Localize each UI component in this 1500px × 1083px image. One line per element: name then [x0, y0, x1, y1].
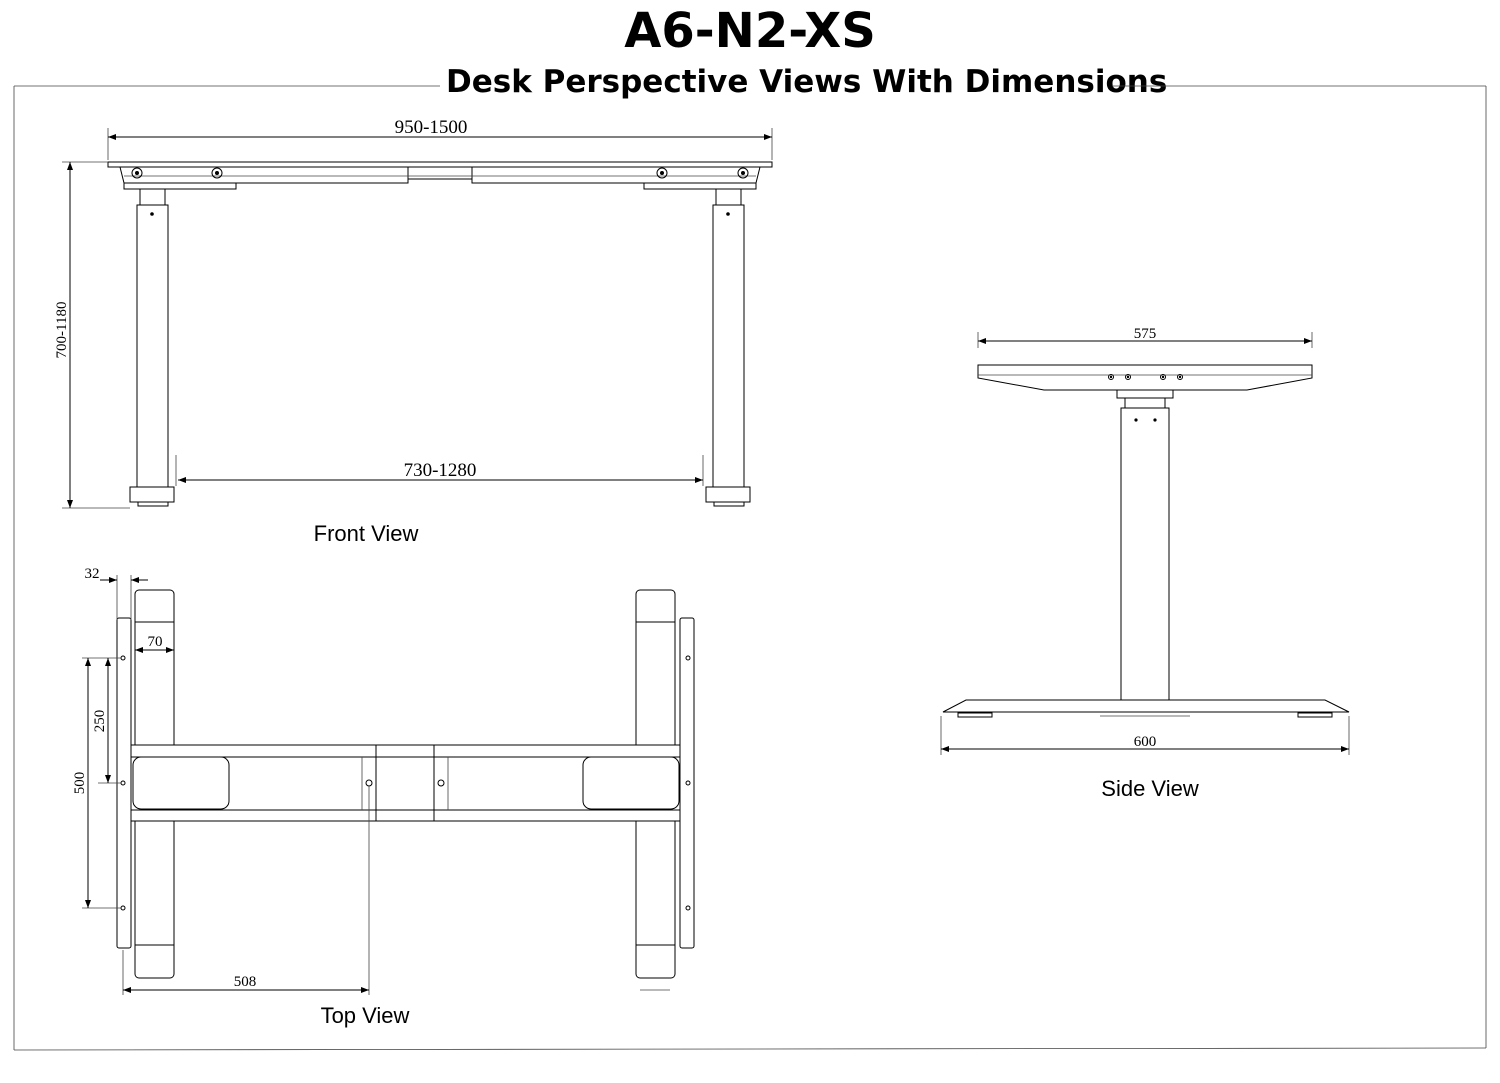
front-width-dimension	[108, 117, 772, 160]
front-view	[54, 117, 772, 546]
top-view	[72, 566, 694, 1028]
front-view-label: Front View	[313, 521, 419, 546]
top-dim-32-label: 32	[84, 566, 100, 582]
front-width-label: 950-1500	[394, 117, 468, 138]
drawing-frame	[14, 86, 1486, 1050]
front-inner-label: 730-1280	[403, 460, 477, 481]
side-view-label: Side View	[1101, 776, 1199, 801]
front-left-leg	[130, 189, 174, 506]
front-height-dimension	[54, 162, 130, 508]
top-dim-508-label: 508	[233, 974, 257, 990]
front-inner-dimension	[176, 455, 703, 486]
side-dim-600-label: 600	[1133, 734, 1157, 750]
top-dim-250-label: 250	[92, 709, 108, 733]
page-subtitle: Desk Perspective Views With Dimensions	[440, 62, 1173, 102]
side-dim-575-label: 575	[1133, 326, 1157, 342]
top-view-label: Top View	[320, 1003, 410, 1028]
side-view	[941, 326, 1349, 801]
top-dim-70-label: 70	[147, 634, 163, 650]
front-right-leg	[706, 189, 750, 506]
page-title: A6-N2-XS	[624, 3, 876, 59]
side-dim-600	[941, 716, 1349, 755]
side-dim-575	[978, 326, 1312, 348]
top-dim-500-label: 500	[72, 771, 88, 795]
front-height-label: 700-1180	[54, 301, 70, 359]
